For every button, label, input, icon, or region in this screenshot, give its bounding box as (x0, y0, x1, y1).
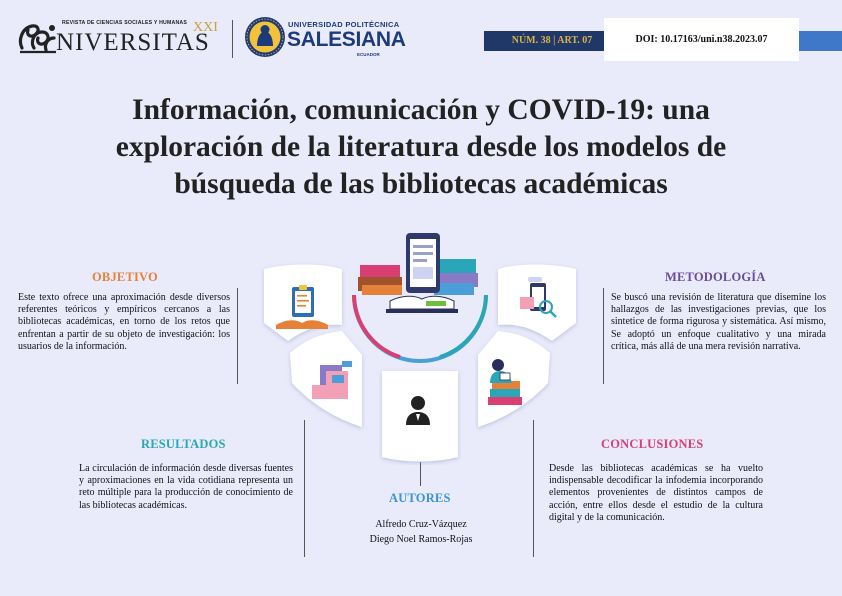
metodologia-divider (603, 288, 604, 384)
objetivo-heading: OBJETIVO (92, 270, 158, 284)
metodologia-heading: METODOLOGÍA (665, 270, 766, 284)
center-illustration (250, 225, 590, 465)
university-top-label: UNIVERSIDAD POLITÉCNICA (288, 20, 400, 29)
accent-bar (799, 31, 842, 51)
conclusiones-text: Desde las bibliotecas académicas se ha vuelto indispensable decodificar la infodemia incorporando elementos provenientes de distintos campos de acción, entre ellos desde el estudio de la cultura digital y de la comunicación. (549, 463, 763, 523)
university-name: SALESIANA (287, 28, 406, 51)
tablet-books-icon (358, 233, 478, 313)
universitas-logo[interactable] (16, 16, 221, 60)
ups-seal-logo-icon (244, 16, 286, 58)
doi-label[interactable]: DOI: 10.17163/uni.n38.2023.07 (604, 18, 799, 61)
petal-reader (478, 331, 550, 427)
autores-divider (420, 462, 421, 486)
page-title: Información, comunicación y COVID-19: una exploración de la literatura desde los modelos de búsqueda de las bibliotecas académicas (115, 94, 727, 200)
objetivo-text: Este texto ofrece una aproximación desde diversos referentes teóricos y empíricos cercanos a las bibliotecas académicas, en torno de los retos que enfrentan a partir de su objeto de investigación: los usuarios de la información. (18, 292, 230, 352)
journal-suffix: XXI (193, 20, 218, 35)
header-divider (232, 20, 233, 58)
journal-name: NIVERSITAS (56, 29, 210, 56)
autores-heading: AUTORES (389, 491, 451, 505)
ups-logo[interactable] (244, 16, 406, 60)
autores-list (345, 517, 497, 547)
resultados-text: La circulación de información desde diversas fuentes y aproximaciones en la vida cotidiana representa un reto múltiple para la producción de conocimiento de las bibliotecas académicas. (79, 463, 293, 511)
resultados-heading: RESULTADOS (141, 437, 226, 451)
conclusiones-heading: CONCLUSIONES (601, 437, 704, 451)
university-country: ECUADOR (357, 52, 380, 57)
metodologia-text: Se buscó una revisión de literatura que diseminе los hallazgos de las investigaciones previas, que los sintetice de forma rigurosa y sistemática. Así mismo, Se adoptó un enfoque cualitativo y una mirada crítica, más allá de una mera revisión narrativa. (611, 292, 826, 352)
journal-subtitle: REVISTA DE CIENCIAS SOCIALES Y HUMANAS (62, 20, 188, 26)
header (0, 0, 842, 70)
author-name: Diego Noel Ramos-Rojas (369, 534, 473, 545)
author-name: Alfredo Cruz-Vázquez (375, 519, 467, 530)
universitas-logo-icon (16, 18, 60, 58)
issue-badge: NÚM. 38 | ART. 07 (484, 31, 620, 51)
objetivo-divider (237, 288, 238, 384)
